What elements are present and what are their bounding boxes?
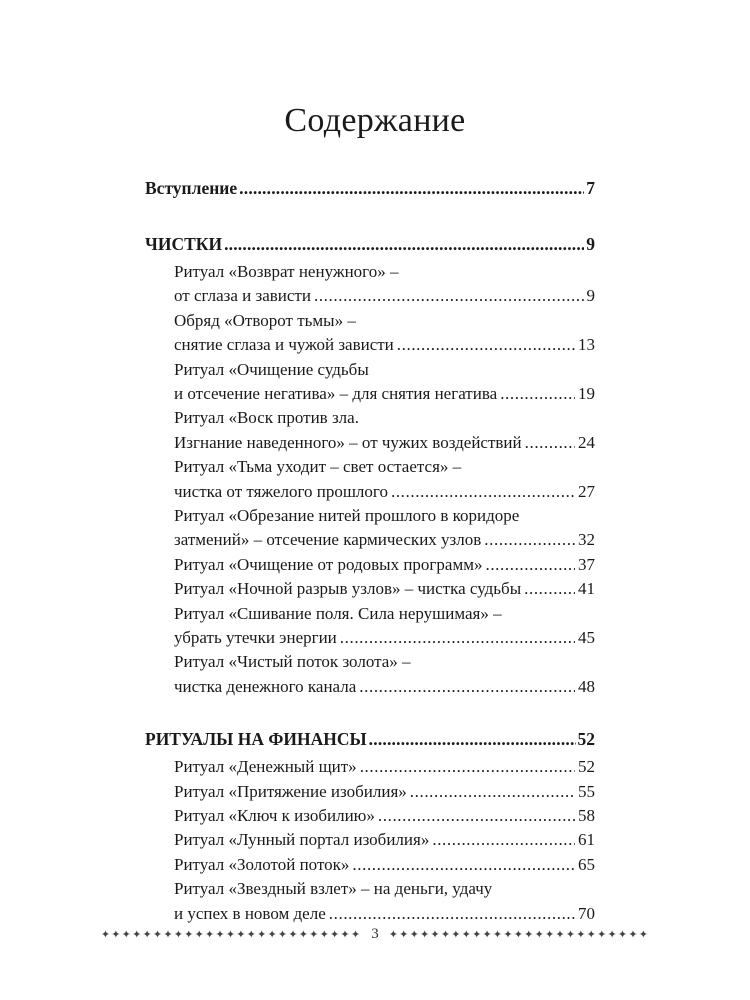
toc-page-number: 45 — [578, 628, 595, 647]
toc-page-number: 58 — [578, 806, 595, 825]
toc-entry-label: Ритуал «Золотой поток» — [174, 854, 350, 874]
toc-entry-label: убрать утечки энергии — [174, 628, 337, 647]
toc-page-number: 24 — [578, 432, 595, 452]
toc-entry-label: и отсечение негатива» – для снятия негатива — [174, 384, 498, 403]
toc-entry-line: Ритуал «Тьма уходит – свет остается» – — [174, 457, 462, 477]
dot-leader — [500, 384, 575, 404]
toc-entry-label: Ритуал «Очищение от родовых программ» — [174, 554, 483, 574]
dot-leader — [391, 482, 575, 502]
toc-entry[interactable] — [174, 335, 595, 361]
toc-entry-line: Ритуал «Чистый поток золота» – — [174, 652, 411, 672]
toc-page-number: 48 — [578, 676, 595, 696]
toc-entry-label: Ритуал «Ночной разрыв узлов» – чистка судьбы — [174, 579, 522, 599]
toc-page-number: 27 — [578, 481, 595, 501]
toc-section-entry[interactable] — [145, 178, 595, 204]
toc-page-number: 13 — [578, 335, 595, 355]
toc-entry-label: Изгнание наведенного» – от чужих воздействий — [174, 432, 522, 452]
toc-entry[interactable] — [174, 579, 595, 605]
toc-page-number: 41 — [578, 579, 595, 599]
dot-leader — [314, 286, 584, 306]
toc-page-number: 9 — [586, 234, 595, 254]
dot-leader — [525, 433, 575, 453]
toc-entry[interactable] — [174, 806, 595, 832]
dot-leader — [224, 234, 584, 255]
footer-ornament-right: ✦✦✦✦✦✦✦✦✦✦✦✦✦✦✦✦✦✦✦✦✦✦✦✦✦ — [388, 929, 650, 941]
toc-entry-label: Ритуал «Ключ к изобилию» — [174, 806, 375, 825]
toc-entry-line: Ритуал «Обрезание нитей прошлого в коридоре — [174, 506, 520, 525]
toc-entry-label: Вступление — [145, 178, 238, 198]
toc-entry-label: Ритуал «Притяжение изобилия» — [174, 781, 407, 801]
dot-leader — [484, 530, 575, 550]
dot-leader — [239, 178, 584, 199]
toc-section-entry[interactable] — [145, 234, 595, 260]
toc-entry-label: чистка от тяжелого прошлого — [174, 481, 388, 501]
toc-page-number: 9 — [586, 286, 595, 306]
toc-entry-line: Ритуал «Звездный взлет» – на деньги, удачу — [174, 879, 493, 899]
dot-leader — [329, 904, 575, 924]
dot-leader — [524, 579, 575, 599]
toc-entry[interactable] — [174, 677, 595, 703]
toc-entry[interactable] — [174, 384, 595, 410]
page-title: Содержание — [284, 102, 466, 139]
toc-entry-label: снятие сглаза и чужой зависти — [174, 335, 394, 355]
toc-page-number: 70 — [578, 903, 595, 923]
page-number: 3 — [371, 926, 379, 942]
dot-leader — [485, 555, 575, 575]
dot-leader — [369, 729, 576, 750]
toc-entry[interactable] — [174, 757, 595, 783]
dot-leader — [340, 628, 575, 648]
footer-ornament-left: ✦✦✦✦✦✦✦✦✦✦✦✦✦✦✦✦✦✦✦✦✦✦✦✦✦ — [100, 929, 362, 941]
dot-leader — [410, 782, 575, 802]
toc-entry[interactable] — [174, 555, 595, 581]
toc-page-number: 61 — [578, 830, 595, 850]
toc-entry-label: РИТУАЛЫ НА ФИНАНСЫ — [145, 729, 367, 750]
toc-entry-line: Ритуал «Очищение судьбы — [174, 359, 369, 379]
toc-section-entry[interactable] — [145, 729, 595, 755]
toc-page-number: 19 — [578, 384, 595, 403]
dot-leader — [359, 677, 575, 697]
toc-page-number: 52 — [578, 757, 595, 777]
toc-entry-label: чистка денежного канала — [174, 676, 357, 696]
toc-entry-line: Ритуал «Сшивание поля. Сила нерушимая» – — [174, 603, 502, 623]
dot-leader — [378, 806, 575, 826]
toc-page-number: 7 — [586, 178, 595, 198]
toc-entry-line: Ритуал «Возврат ненужного» – — [174, 262, 399, 281]
toc-entry-label: ЧИСТКИ — [145, 234, 223, 254]
toc-entry[interactable] — [174, 482, 595, 508]
toc-entry-label: Ритуал «Лунный портал изобилия» — [174, 830, 430, 850]
toc-entry[interactable] — [174, 433, 595, 459]
dot-leader — [432, 830, 575, 850]
toc-entry[interactable] — [174, 530, 595, 556]
toc-page-number: 55 — [578, 781, 595, 801]
toc-page-number: 65 — [578, 854, 595, 874]
toc-page-number: 32 — [578, 530, 595, 550]
toc-page-number: 37 — [578, 554, 595, 574]
toc-entry[interactable] — [174, 628, 595, 654]
toc-entry-line: Обряд «Отворот тьмы» – — [174, 310, 356, 330]
dot-leader — [360, 757, 575, 777]
toc-page-number: 52 — [577, 729, 595, 750]
dot-leader — [397, 335, 575, 355]
dot-leader — [352, 855, 575, 875]
toc-entry-label: затмений» – отсечение кармических узлов — [174, 530, 482, 550]
toc-entry-label: Ритуал «Денежный щит» — [174, 757, 357, 777]
page-footer — [0, 926, 750, 943]
toc-entry-label: от сглаза и зависти — [174, 286, 311, 306]
toc-entry[interactable] — [174, 782, 595, 808]
toc-entry-label: и успех в новом деле — [174, 903, 326, 923]
toc-entry[interactable] — [174, 830, 595, 856]
toc-entry[interactable] — [174, 286, 595, 312]
toc-entry-line: Ритуал «Воск против зла. — [174, 408, 359, 428]
toc-entry[interactable] — [174, 855, 595, 881]
